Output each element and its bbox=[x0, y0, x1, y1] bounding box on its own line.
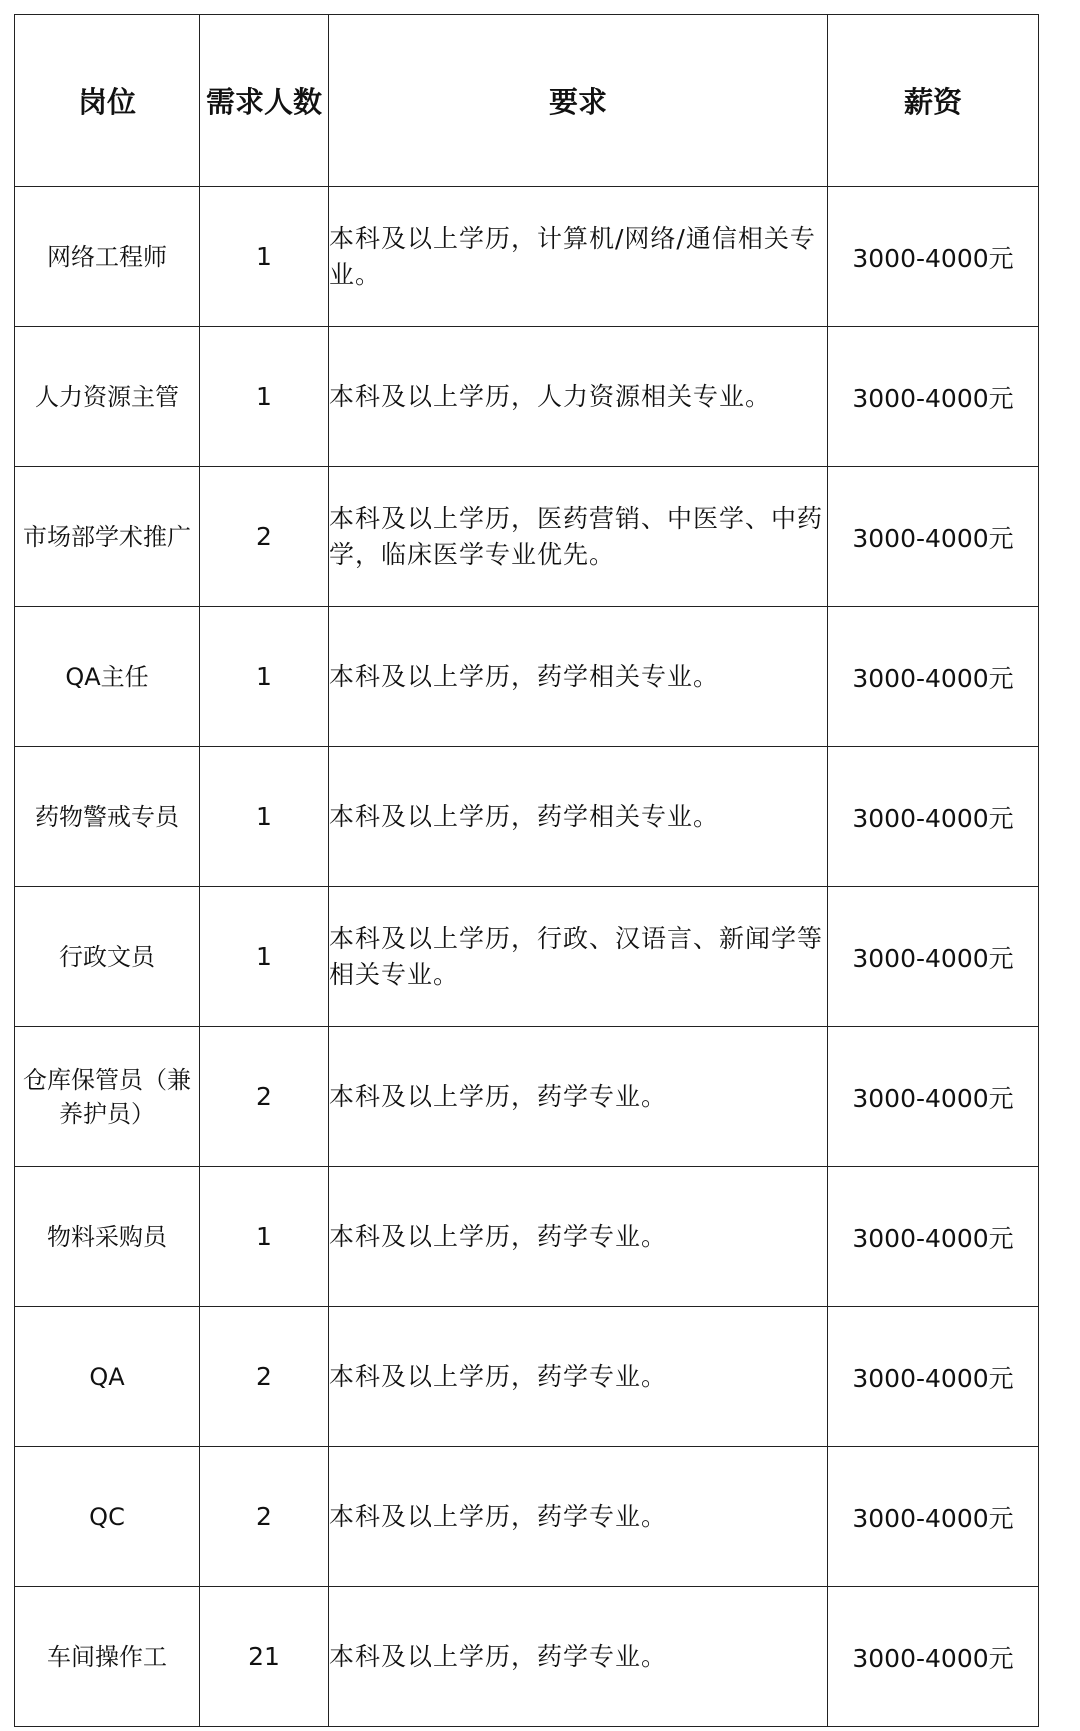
cell-position: QA主任 bbox=[15, 607, 200, 747]
table-row bbox=[15, 887, 1039, 1027]
header-position: 岗位 bbox=[15, 15, 200, 187]
cell-requirement: 本科及以上学历，药学专业。 bbox=[329, 1307, 828, 1447]
table-row bbox=[15, 1027, 1039, 1167]
header-requirement: 要求 bbox=[329, 15, 828, 187]
table-row bbox=[15, 747, 1039, 887]
table-row bbox=[15, 1167, 1039, 1307]
table-row bbox=[15, 1587, 1039, 1727]
cell-position: 人力资源主管 bbox=[15, 327, 200, 467]
cell-salary: 3000-4000元 bbox=[828, 747, 1039, 887]
cell-requirement: 本科及以上学历，药学专业。 bbox=[329, 1027, 828, 1167]
cell-count: 2 bbox=[200, 467, 329, 607]
cell-salary: 3000-4000元 bbox=[828, 1167, 1039, 1307]
cell-salary: 3000-4000元 bbox=[828, 467, 1039, 607]
cell-requirement: 本科及以上学历，医药营销、中医学、中药学，临床医学专业优先。 bbox=[329, 467, 828, 607]
job-table bbox=[14, 14, 1039, 1727]
cell-salary: 3000-4000元 bbox=[828, 1447, 1039, 1587]
cell-count: 2 bbox=[200, 1447, 329, 1587]
cell-count: 2 bbox=[200, 1027, 329, 1167]
table-header-row bbox=[15, 15, 1039, 187]
cell-count: 1 bbox=[200, 747, 329, 887]
table-row bbox=[15, 1447, 1039, 1587]
header-count: 需求人数 bbox=[200, 15, 329, 187]
cell-position: 市场部学术推广 bbox=[15, 467, 200, 607]
cell-requirement: 本科及以上学历，药学专业。 bbox=[329, 1167, 828, 1307]
table-row bbox=[15, 607, 1039, 747]
cell-count: 1 bbox=[200, 1167, 329, 1307]
cell-count: 1 bbox=[200, 607, 329, 747]
cell-count: 1 bbox=[200, 887, 329, 1027]
cell-salary: 3000-4000元 bbox=[828, 887, 1039, 1027]
cell-salary: 3000-4000元 bbox=[828, 327, 1039, 467]
cell-position: 车间操作工 bbox=[15, 1587, 200, 1727]
cell-requirement: 本科及以上学历，计算机/网络/通信相关专业。 bbox=[329, 187, 828, 327]
cell-position: 药物警戒专员 bbox=[15, 747, 200, 887]
cell-salary: 3000-4000元 bbox=[828, 607, 1039, 747]
cell-count: 1 bbox=[200, 327, 329, 467]
cell-count: 1 bbox=[200, 187, 329, 327]
cell-position: QA bbox=[15, 1307, 200, 1447]
cell-requirement: 本科及以上学历，药学相关专业。 bbox=[329, 607, 828, 747]
cell-position: 物料采购员 bbox=[15, 1167, 200, 1307]
table-row bbox=[15, 187, 1039, 327]
table-row bbox=[15, 327, 1039, 467]
cell-salary: 3000-4000元 bbox=[828, 1027, 1039, 1167]
cell-position: 行政文员 bbox=[15, 887, 200, 1027]
cell-requirement: 本科及以上学历，药学专业。 bbox=[329, 1587, 828, 1727]
cell-position: 网络工程师 bbox=[15, 187, 200, 327]
header-salary: 薪资 bbox=[828, 15, 1039, 187]
cell-count: 21 bbox=[200, 1587, 329, 1727]
cell-count: 2 bbox=[200, 1307, 329, 1447]
cell-salary: 3000-4000元 bbox=[828, 1307, 1039, 1447]
cell-requirement: 本科及以上学历，行政、汉语言、新闻学等相关专业。 bbox=[329, 887, 828, 1027]
cell-position: 仓库保管员（兼养护员） bbox=[15, 1027, 200, 1167]
cell-requirement: 本科及以上学历，人力资源相关专业。 bbox=[329, 327, 828, 467]
cell-requirement: 本科及以上学历，药学相关专业。 bbox=[329, 747, 828, 887]
cell-position: QC bbox=[15, 1447, 200, 1587]
cell-salary: 3000-4000元 bbox=[828, 187, 1039, 327]
cell-salary: 3000-4000元 bbox=[828, 1587, 1039, 1727]
table-row bbox=[15, 1307, 1039, 1447]
table-row bbox=[15, 467, 1039, 607]
cell-requirement: 本科及以上学历，药学专业。 bbox=[329, 1447, 828, 1587]
